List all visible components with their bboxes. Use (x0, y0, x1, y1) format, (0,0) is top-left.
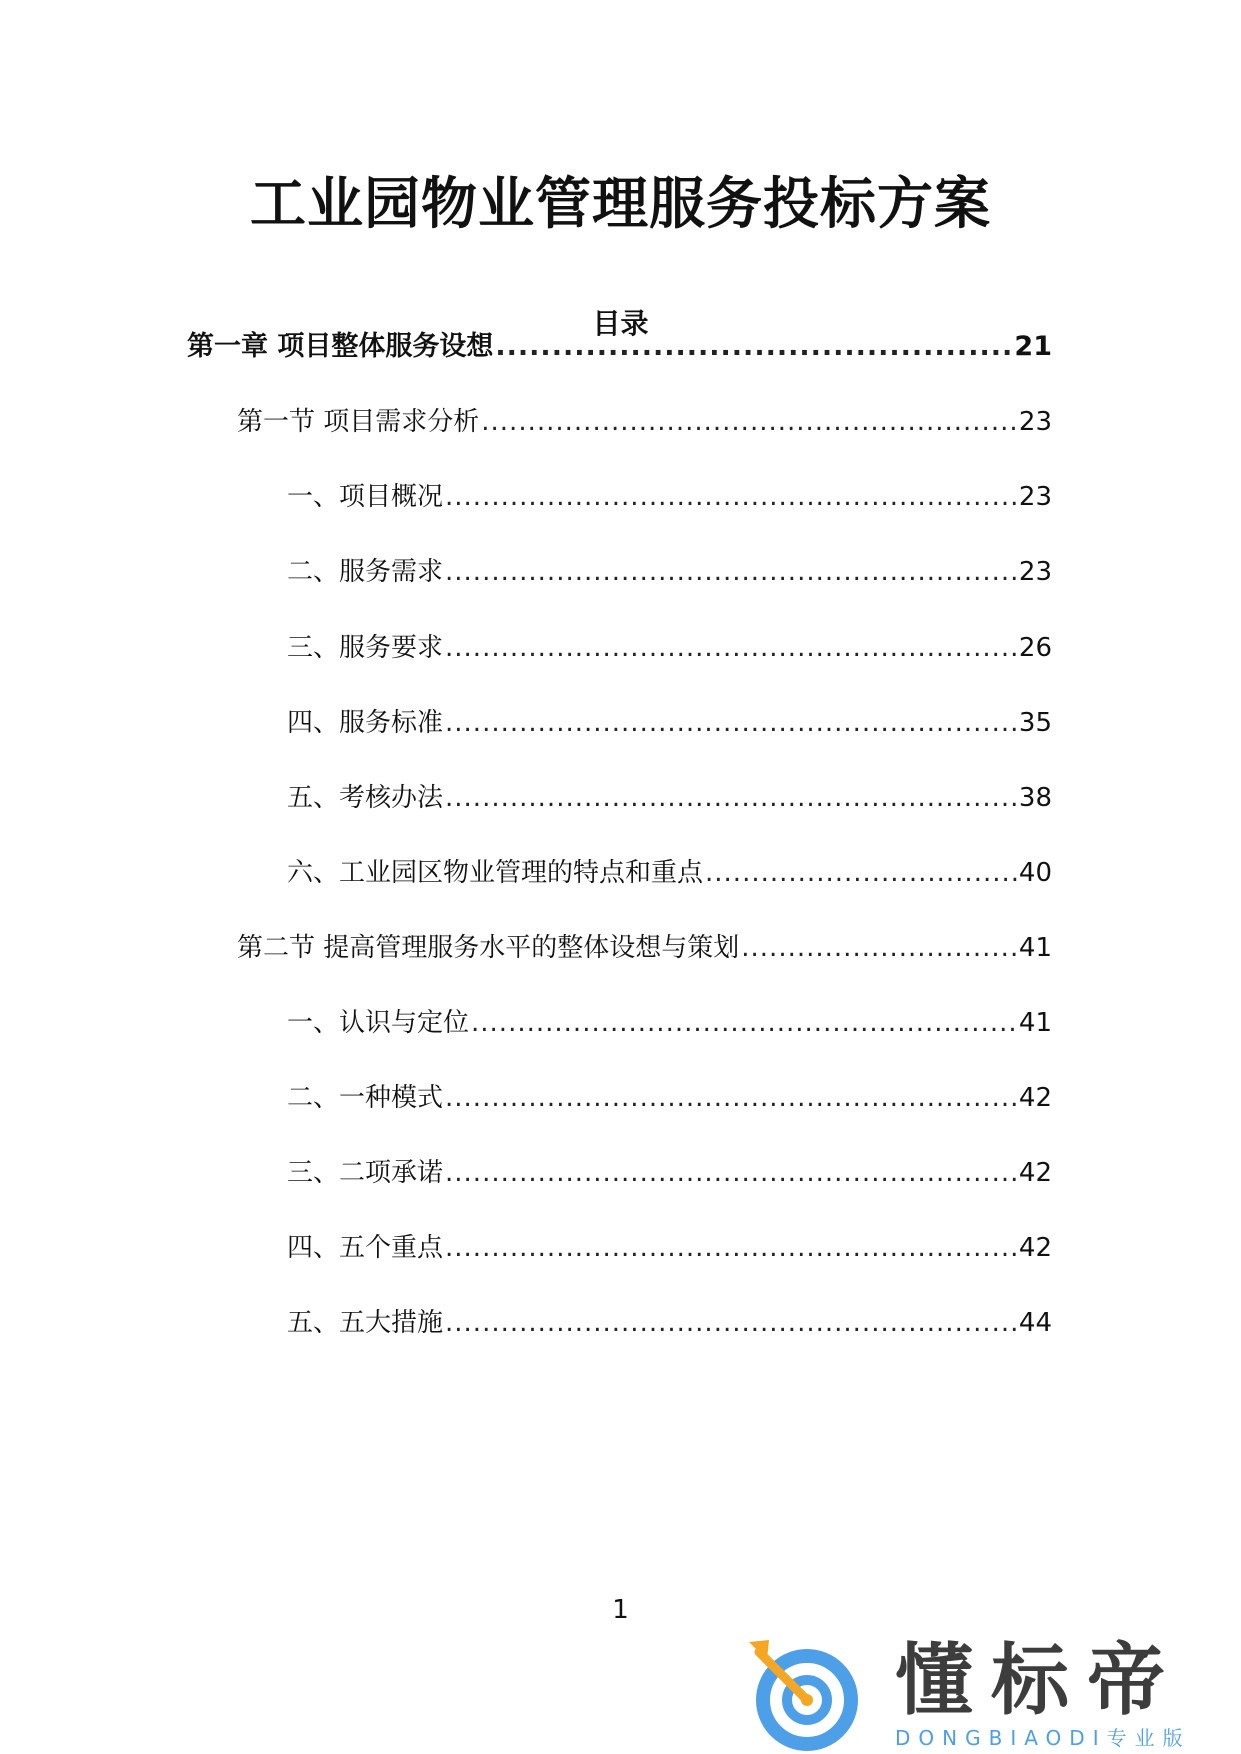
toc-entry[interactable] (287, 1303, 1052, 1343)
toc-entry-page: 21 (1014, 331, 1052, 362)
toc-entry[interactable] (287, 628, 1052, 668)
watermark-logo (745, 1630, 1215, 1754)
toc-entry-page: 23 (1018, 407, 1052, 437)
document-title: 工业园物业管理服务投标方案 (250, 172, 991, 237)
toc-entry[interactable] (287, 778, 1052, 818)
toc-entry-label: 三、二项承诺 (287, 1158, 444, 1188)
toc-leader-dots (495, 327, 1012, 367)
toc-entry-label: 二、一种模式 (287, 1083, 444, 1113)
toc-entry-page: 40 (1018, 858, 1052, 888)
toc-entry[interactable] (287, 1003, 1052, 1043)
toc-leader-dots (445, 628, 1017, 668)
toc-entry-label: 四、服务标准 (287, 708, 444, 738)
toc-entry-page: 44 (1018, 1308, 1052, 1338)
toc-leader-dots (445, 1228, 1017, 1268)
toc-entry-page: 41 (1018, 1008, 1052, 1038)
toc-entry-label: 一、项目概况 (287, 482, 444, 512)
toc-entry[interactable] (287, 1228, 1052, 1268)
toc-entry[interactable] (237, 928, 1052, 968)
toc-entry-page: 42 (1018, 1233, 1052, 1263)
toc-entry-label: 三、服务要求 (287, 633, 444, 663)
toc-leader-dots (445, 1078, 1017, 1118)
toc-entry[interactable] (187, 327, 1052, 367)
toc-entry[interactable] (287, 477, 1052, 517)
toc-entry-label: 第一章 项目整体服务设想 (187, 331, 494, 362)
toc-entry-label: 六、工业园区物业管理的特点和重点 (287, 858, 704, 888)
toc-leader-dots (481, 402, 1017, 442)
toc-entry[interactable] (287, 1153, 1052, 1193)
toc-leader-dots (471, 1003, 1017, 1043)
toc-entry-page: 23 (1018, 557, 1052, 587)
toc-entry-label: 四、五个重点 (287, 1233, 444, 1263)
toc-entry-page: 35 (1018, 708, 1052, 738)
toc-heading: 目录 (592, 307, 649, 340)
toc-entry-label: 第二节 提高管理服务水平的整体设想与策划 (237, 933, 740, 963)
page-number: 1 (612, 1595, 629, 1625)
watermark-brand-name: 懂标帝 (895, 1636, 1184, 1726)
watermark-brand-subtitle: DONGBIAODI专业版 (895, 1726, 1191, 1750)
toc-entry-label: 五、五大措施 (287, 1308, 444, 1338)
toc-entry-label: 第一节 项目需求分析 (237, 407, 480, 437)
toc-entry-page: 42 (1018, 1158, 1052, 1188)
toc-leader-dots (445, 1303, 1017, 1343)
toc-leader-dots (741, 928, 1017, 968)
toc-entry-label: 一、认识与定位 (287, 1008, 470, 1038)
toc-entry[interactable] (287, 552, 1052, 592)
toc-entry-page: 41 (1018, 933, 1052, 963)
toc-entry[interactable] (287, 853, 1052, 893)
target-logo-icon (745, 1630, 885, 1754)
toc-entry-label: 五、考核办法 (287, 783, 444, 813)
toc-entry[interactable] (287, 703, 1052, 743)
toc-entry[interactable] (287, 1078, 1052, 1118)
toc-leader-dots (445, 778, 1017, 818)
toc-leader-dots (445, 703, 1017, 743)
toc-entry-page: 38 (1018, 783, 1052, 813)
toc-leader-dots (445, 1153, 1017, 1193)
toc-entry[interactable] (237, 402, 1052, 442)
toc-entry-page: 26 (1018, 633, 1052, 663)
toc-leader-dots (445, 552, 1017, 592)
toc-entry-page: 42 (1018, 1083, 1052, 1113)
toc-entry-page: 23 (1018, 482, 1052, 512)
toc-entry-label: 二、服务需求 (287, 557, 444, 587)
toc-leader-dots (445, 477, 1017, 517)
toc-leader-dots (705, 853, 1017, 893)
